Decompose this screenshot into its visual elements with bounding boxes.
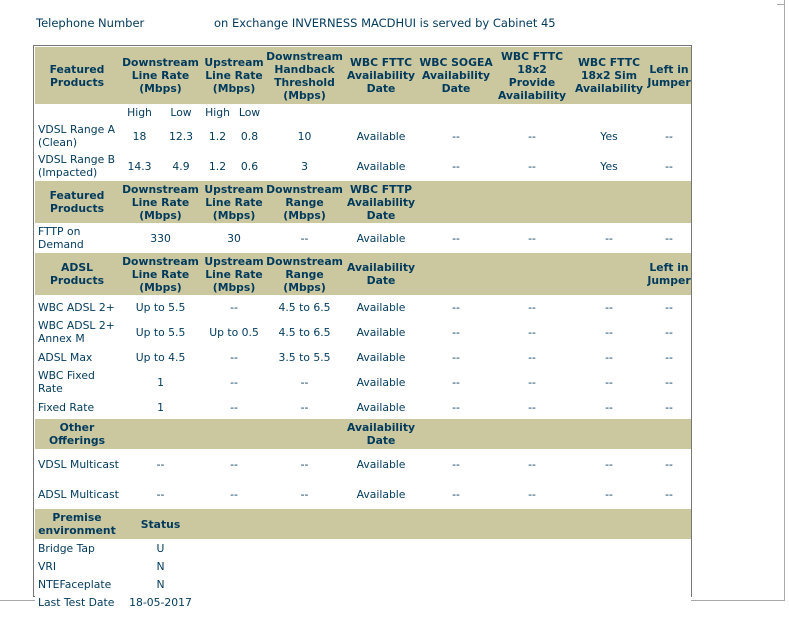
cell: Up to 4.5 [119, 345, 202, 369]
cell: -- [202, 449, 266, 479]
page-header [36, 16, 556, 30]
status-heading: Status [119, 509, 202, 539]
cell: -- [419, 151, 493, 181]
table-row [35, 369, 691, 395]
cell: -- [266, 369, 343, 395]
cell: 30 [202, 223, 266, 253]
cell: -- [571, 479, 647, 509]
vdsl-subheader-row [35, 104, 691, 121]
cell: -- [647, 121, 691, 151]
cell: 1 [119, 395, 202, 419]
cell: -- [571, 369, 647, 395]
availability-date-heading: Availability Date [343, 419, 419, 449]
cell: -- [493, 121, 571, 151]
left-in-jumper-heading: Left in Jumper [647, 47, 691, 104]
sogea-availability-heading: WBC SOGEA Availability Date [419, 47, 493, 104]
adsl-header-row [35, 253, 691, 295]
product-name: WBC ADSL 2+ Annex M [35, 319, 119, 345]
table-row [35, 151, 691, 181]
cell: Up to 0.5 [202, 319, 266, 345]
cell: -- [493, 449, 571, 479]
table-row [35, 295, 691, 319]
cell: Yes [571, 121, 647, 151]
cell: 0.8 [233, 121, 266, 151]
cell: -- [647, 151, 691, 181]
product-name: WBC ADSL 2+ [35, 295, 119, 319]
product-name: ADSL Multicast [35, 479, 119, 509]
cell: 3 [266, 151, 343, 181]
premise-item: Bridge Tap [35, 539, 119, 557]
cell: 10 [266, 121, 343, 151]
product-name: WBC Fixed Rate [35, 369, 119, 395]
cell: -- [493, 345, 571, 369]
cell: Available [343, 319, 419, 345]
cell: -- [647, 369, 691, 395]
cell: -- [571, 395, 647, 419]
cell: -- [419, 223, 493, 253]
status-value: N [119, 575, 202, 593]
exchange-cabinet-text: on Exchange INVERNESS MACDHUI is served by Cabinet 45 [214, 16, 556, 30]
sim-availability-heading: WBC FTTC 18x2 Sim Availability [571, 47, 647, 104]
availability-table [35, 47, 691, 611]
cell: -- [119, 479, 202, 509]
cell: -- [419, 395, 493, 419]
cell: Available [343, 449, 419, 479]
cell: -- [571, 449, 647, 479]
up-low-subheading: Low [233, 104, 266, 121]
other-header-row [35, 419, 691, 449]
premise-item: VRI [35, 557, 119, 575]
cell: Yes [571, 151, 647, 181]
cell: -- [419, 319, 493, 345]
premise-header-row [35, 509, 691, 539]
cell: 1.2 [202, 121, 233, 151]
cell: 0.6 [233, 151, 266, 181]
cell: -- [647, 479, 691, 509]
cell: -- [493, 151, 571, 181]
premise-item: Last Test Date [35, 593, 119, 611]
page-right-edge [784, 0, 785, 600]
cell: 4.5 to 6.5 [266, 295, 343, 319]
cell: -- [266, 479, 343, 509]
cell: Available [343, 395, 419, 419]
product-name: FTTP on Demand [35, 223, 119, 253]
other-offerings-heading: Other Offerings [35, 419, 119, 449]
cell: -- [202, 369, 266, 395]
cell: 12.3 [160, 121, 202, 151]
cell: -- [571, 223, 647, 253]
cell: -- [647, 319, 691, 345]
cell: -- [202, 345, 266, 369]
cell: Up to 5.5 [119, 295, 202, 319]
cell: -- [202, 479, 266, 509]
cell: 14.3 [119, 151, 160, 181]
downstream-rate-heading: Downstream Line Rate (Mbps) [119, 181, 202, 223]
cell: -- [571, 319, 647, 345]
cell: -- [202, 395, 266, 419]
upstream-rate-heading: Upstream Line Rate (Mbps) [202, 253, 266, 295]
cell: -- [571, 345, 647, 369]
cell: Available [343, 295, 419, 319]
cell: Up to 5.5 [119, 319, 202, 345]
cell: -- [493, 295, 571, 319]
downstream-rate-heading: Downstream Line Rate (Mbps) [119, 253, 202, 295]
cell: -- [266, 395, 343, 419]
provide-availability-heading: WBC FTTC 18x2 Provide Availability [493, 47, 571, 104]
table-row [35, 557, 691, 575]
cell: -- [647, 223, 691, 253]
downstream-rate-heading: Downstream Line Rate (Mbps) [119, 47, 202, 104]
product-name: VDSL Range B (Impacted) [35, 151, 119, 181]
featured-products-heading: Featured Products [35, 181, 119, 223]
page-corner-mark [777, 4, 784, 5]
cell: 18 [119, 121, 160, 151]
cell: -- [647, 345, 691, 369]
table-row [35, 319, 691, 345]
table-row [35, 575, 691, 593]
telephone-number-label: Telephone Number [36, 16, 145, 30]
status-value: 18-05-2017 [119, 593, 202, 611]
table-row [35, 593, 691, 611]
product-name: Fixed Rate [35, 395, 119, 419]
status-value: N [119, 557, 202, 575]
cell: -- [419, 345, 493, 369]
cell: Available [343, 121, 419, 151]
cell: -- [571, 295, 647, 319]
product-name: VDSL Range A (Clean) [35, 121, 119, 151]
up-high-subheading: High [202, 104, 233, 121]
cell: -- [119, 449, 202, 479]
cell: -- [419, 449, 493, 479]
adsl-products-heading: ADSL Products [35, 253, 119, 295]
cell: -- [419, 369, 493, 395]
table-row [35, 449, 691, 479]
cell: -- [493, 395, 571, 419]
cell: -- [419, 295, 493, 319]
cell: -- [493, 319, 571, 345]
cell: -- [647, 449, 691, 479]
fttp-header-row [35, 181, 691, 223]
cell: -- [266, 223, 343, 253]
product-name: VDSL Multicast [35, 449, 119, 479]
cell: -- [493, 223, 571, 253]
cell: -- [266, 449, 343, 479]
table-row [35, 479, 691, 509]
fttp-availability-heading: WBC FTTP Availability Date [343, 181, 419, 223]
upstream-rate-heading: Upstream Line Rate (Mbps) [202, 181, 266, 223]
down-low-subheading: Low [160, 104, 202, 121]
cell: -- [647, 295, 691, 319]
cell: -- [419, 121, 493, 151]
product-name: ADSL Max [35, 345, 119, 369]
cell: Available [343, 345, 419, 369]
down-high-subheading: High [119, 104, 160, 121]
cell: -- [493, 479, 571, 509]
table-row [35, 223, 691, 253]
table-row [35, 539, 691, 557]
cell: 4.9 [160, 151, 202, 181]
premise-environment-heading: Premise environment [35, 509, 119, 539]
cell: -- [419, 479, 493, 509]
table-row [35, 345, 691, 369]
premise-item: NTEFaceplate [35, 575, 119, 593]
cell: Available [343, 369, 419, 395]
downstream-range-heading: Downstream Range (Mbps) [266, 182, 343, 222]
cell: 330 [119, 223, 202, 253]
cell: 4.5 to 6.5 [266, 319, 343, 345]
featured-products-heading: Featured Products [35, 47, 119, 104]
availability-date-heading: Availability Date [343, 253, 419, 295]
table-row [35, 121, 691, 151]
upstream-rate-heading: Upstream Line Rate (Mbps) [202, 47, 266, 104]
downstream-range-heading: Downstream Range (Mbps) [266, 254, 343, 294]
cell: 1 [119, 369, 202, 395]
table-row [35, 395, 691, 419]
cell: Available [343, 479, 419, 509]
cell: Available [343, 151, 419, 181]
handback-threshold-heading: Downstream Handback Threshold (Mbps) [266, 47, 343, 104]
vdsl-header-row [35, 47, 691, 104]
cell: Available [343, 223, 419, 253]
fttc-availability-heading: WBC FTTC Availability Date [343, 47, 419, 104]
status-value: U [119, 539, 202, 557]
left-in-jumper-heading: Left in Jumper [647, 253, 691, 295]
cell: 1.2 [202, 151, 233, 181]
cell: -- [202, 295, 266, 319]
cell: -- [493, 369, 571, 395]
cell: 3.5 to 5.5 [266, 345, 343, 369]
cell: -- [647, 395, 691, 419]
